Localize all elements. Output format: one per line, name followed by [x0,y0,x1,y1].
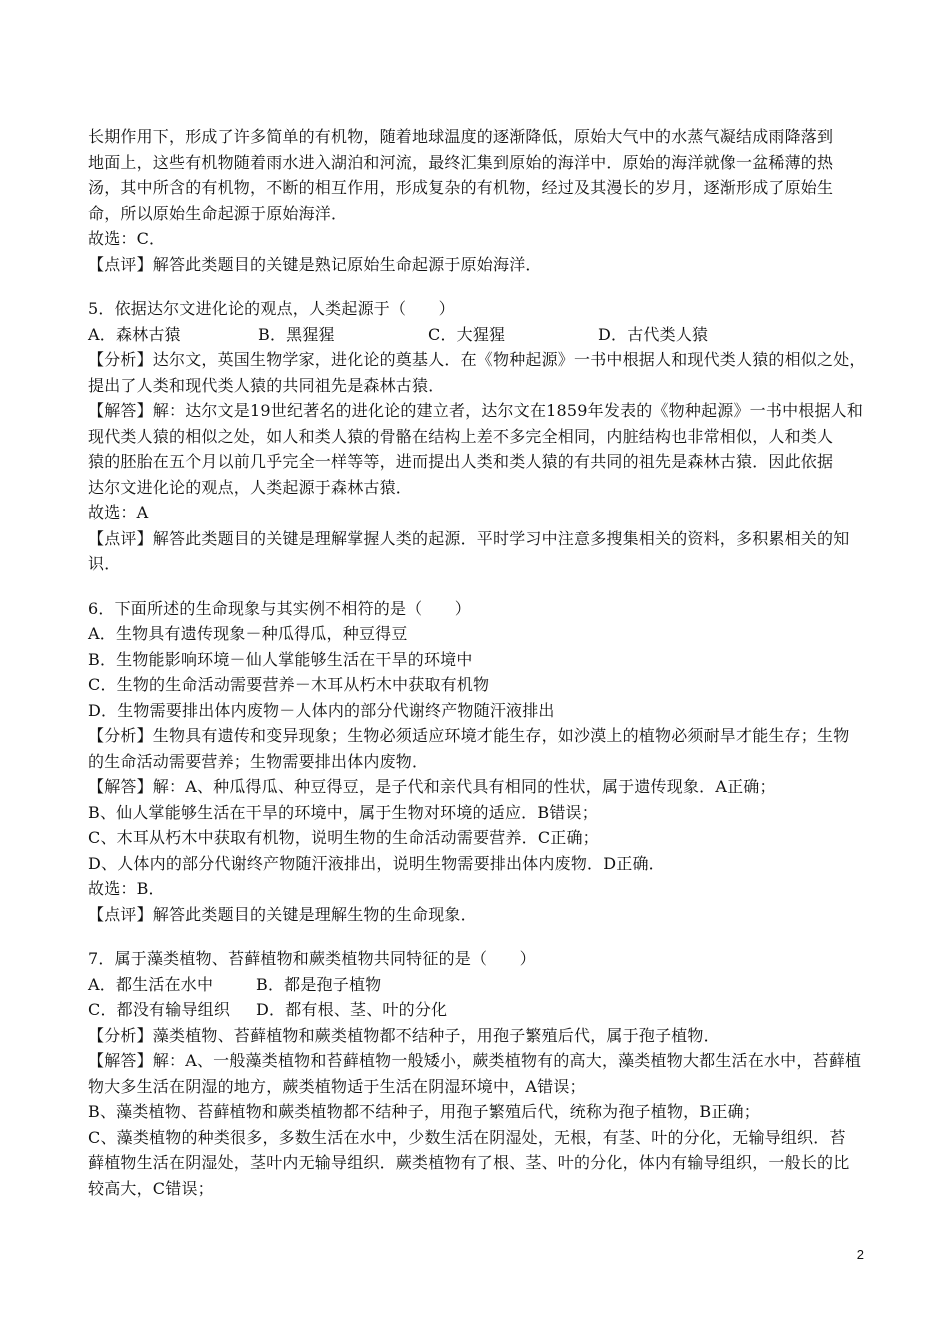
answer-option: C．都没有输导组织 [88,1000,231,1019]
text-line: C．生物的生命活动需要营养－木耳从朽木中获取有机物 [88,675,490,694]
text-line: 地面上，这些有机物随着雨水进入湖泊和河流，最终汇集到原始的海洋中．原始的海洋就像一盆稀薄的热 [88,152,834,172]
text-line: 故选：C． [88,229,166,248]
paragraph-gap [88,577,868,596]
answer-option: D．都有根、茎、叶的分化 [256,1000,448,1019]
text-line: 【点评】解答此类题目的关键是理解生物的生命现象． [88,904,477,924]
text-line: D、人体内的部分代谢终产物随汗液排出，说明生物需要排出体内废物．D正确． [88,853,665,873]
page-number: 2 [856,1247,864,1262]
text-line: 【分析】生物具有遗传和变异现象；生物必须适应环境才能生存，如沙漠上的植物必须耐旱才能生存；生物 [88,726,850,745]
text-line: B、藻类植物、苔藓植物和蕨类植物都不结种子，用孢子繁殖后代，统称为孢子植物，B正确； [88,1102,760,1121]
answer-options [88,322,868,348]
text-line: 的生命活动需要营养；生物需要排出体内废物． [88,751,429,771]
question-stem: 5．依据达尔文进化论的观点，人类起源于（ ） [88,299,455,318]
paragraph-gap [88,277,868,296]
text-line: 【解答】解：达尔文是19世纪著名的进化论的建立者，达尔文在1859年发表的《物种起源》一书中根据人和 [88,401,864,420]
text-line: 长期作用下，形成了许多简单的有机物，随着地球温度的逐渐降低，原始大气中的水蒸气凝结成雨降落到 [88,127,834,146]
answer-options [88,997,868,1023]
text-line: 汤，其中所含的有机物，不断的相互作用，形成复杂的有机物，经过及其漫长的岁月，逐渐形成了原始生 [88,178,834,197]
text-line: 【点评】解答此类题目的关键是理解掌握人类的起源．平时学习中注意多搜集相关的资料，多积累相关的知 [88,528,850,548]
text-line: 【解答】解：A、种瓜得瓜、种豆得豆，是子代和亲代具有相同的性状，属于遗传现象．A正确； [88,777,776,796]
text-line: 达尔文进化论的观点，人类起源于森林古猿． [88,477,413,497]
answer-option: B．黑猩猩 [258,324,335,344]
text-line: 提出了人类和现代类人猿的共同祖先是森林古猿． [88,375,445,395]
question-stem: 7．属于藻类植物、苔藓植物和蕨类植物共同特征的是（ ） [88,949,536,968]
text-line: 【分析】藻类植物、苔藓植物和蕨类植物都不结种子，用孢子繁殖后代，属于孢子植物． [88,1025,720,1045]
answer-option: A．都生活在水中 [88,974,214,994]
text-line: 6．下面所述的生命现象与其实例不相符的是（ ） [88,598,471,618]
text-line: 【点评】解答此类题目的关键是熟记原始生命起源于原始海洋． [88,254,542,274]
text-line: 故选：A [88,503,149,522]
text-line: 藓植物生活在阴湿处，茎叶内无输导组织．蕨类植物有了根、茎、叶的分化，体内有输导组织，一般长的比 [88,1153,850,1172]
text-line: 现代类人猿的相似之处，如人和类人猿的骨骼在结构上差不多完全相同，内脏结构也非常相似，人和类人 [88,426,834,446]
text-line: C、木耳从朽木中获取有机物，说明生物的生命活动需要营养．C正确； [88,828,599,847]
text-line: A．生物具有遗传现象－种瓜得瓜，种豆得豆 [88,624,408,643]
text-line: 较高大，C错误； [88,1178,214,1198]
text-line: 【分析】达尔文，英国生物学家，进化论的奠基人．在《物种起源》一书中根据人和现代类人猿的相似之处， [88,350,866,369]
answer-option: C．大猩猩 [428,324,506,344]
text-line: 识． [88,554,121,573]
text-line: B、仙人掌能够生活在干旱的环境中，属于生物对环境的适应．B错误； [88,802,598,822]
document-body [88,124,868,1201]
answer-option: B．都是孢子植物 [256,974,382,994]
answer-options [88,972,868,998]
text-line: 猿的胚胎在五个月以前几乎完全一样等等，进而提出人类和类人猿的有共同的祖先是森林古猿．因此依据 [88,452,834,471]
paragraph-gap [88,927,868,946]
answer-option: A．森林古猿 [88,324,181,344]
text-line: 故选：B． [88,879,165,898]
answer-option: D．古代类人猿 [598,324,709,344]
text-line: B．生物能影响环境－仙人掌能够生活在干旱的环境中 [88,649,473,669]
text-line: 【解答】解：A、一般藻类植物和苔藓植物一般矮小，蕨类植物有的高大，藻类植物大都生活在水中，苔藓植 [88,1051,862,1070]
text-line: D．生物需要排出体内废物－人体内的部分代谢终产物随汗液排出 [88,700,555,720]
text-line: C、藻类植物的种类很多，多数生活在水中，少数生活在阴湿处，无根，有茎、叶的分化，无输导组织．苔 [88,1127,846,1147]
text-line: 命，所以原始生命起源于原始海洋． [88,203,348,223]
text-line: 物大多生活在阴湿的地方，蕨类植物适于生活在阴湿环境中，A错误； [88,1076,586,1096]
